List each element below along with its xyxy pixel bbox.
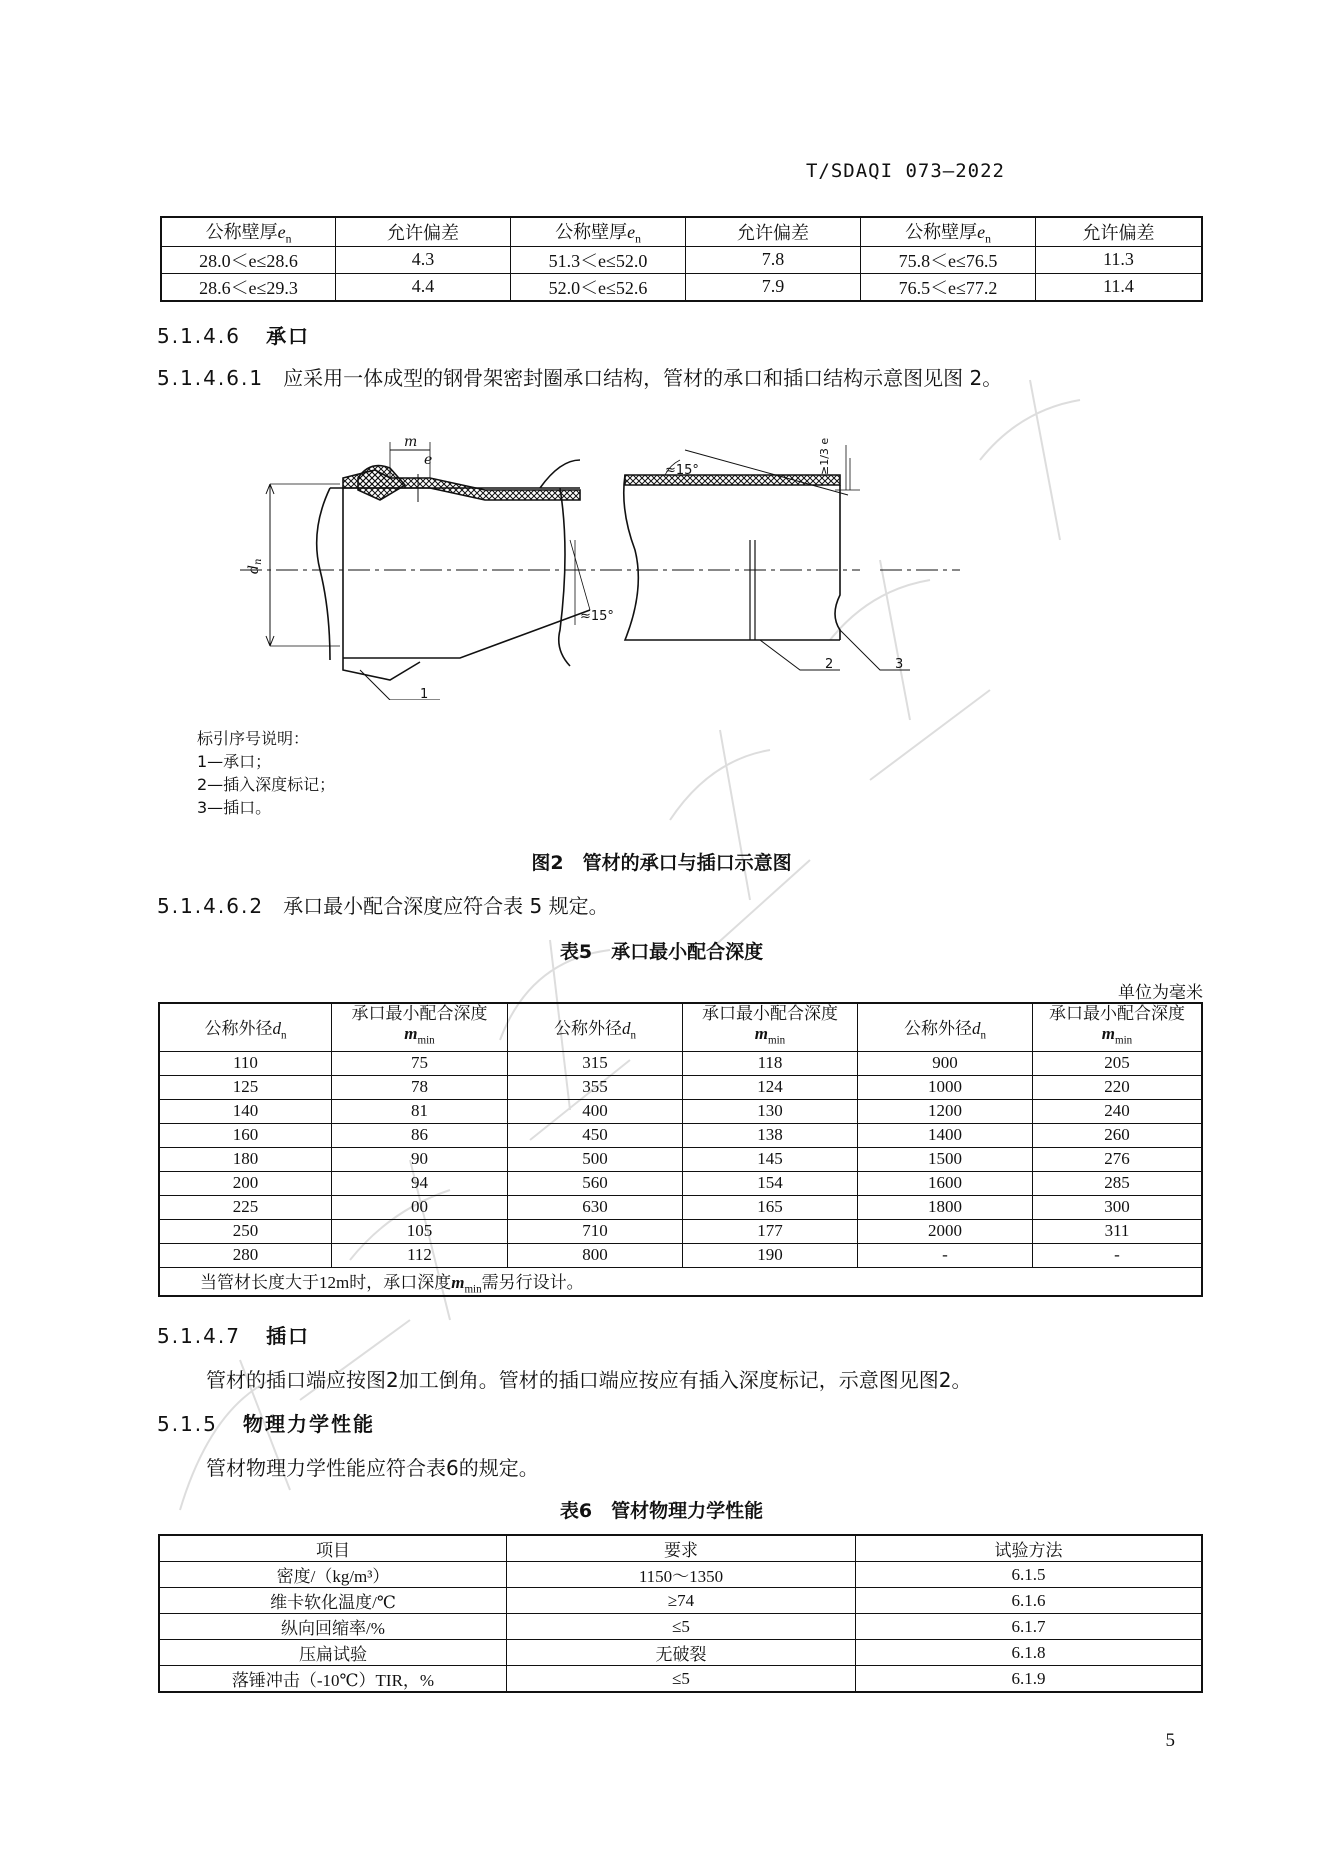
page-number: 5	[1165, 1730, 1175, 1751]
label-dn: $d_n$	[246, 558, 264, 574]
table-cell: 105	[332, 1219, 508, 1243]
table-cell: 500	[508, 1147, 683, 1171]
table-header-cell: 承口最小配合深度 $m_{min}$	[683, 1003, 858, 1051]
table-cell: 311	[1033, 1219, 1203, 1243]
table-cell: 纵向回缩率/%	[159, 1614, 507, 1640]
table-cell: 225	[159, 1195, 332, 1219]
table-cell: 450	[508, 1123, 683, 1147]
table-cell: 6.1.5	[856, 1562, 1203, 1588]
label-angle-spigot: ≈15°	[665, 463, 699, 478]
table-header-cell: 公称壁厚$e_n$	[861, 217, 1036, 246]
table-cell: 78	[332, 1075, 508, 1099]
table-header-cell: 允许偏差	[336, 217, 511, 246]
table-row	[159, 1666, 1202, 1693]
table-cell: 1600	[858, 1171, 1033, 1195]
legend-item: 3—插口。	[197, 798, 272, 817]
table-cell: 28.6＜e≤29.3	[161, 273, 336, 301]
unit-note: 单位为毫米	[1118, 983, 1203, 1003]
section-heading-515: 5.1.5 物理力学性能	[157, 1412, 375, 1436]
table-cell: 400	[508, 1099, 683, 1123]
table-cell: 7.9	[686, 273, 861, 301]
table-cell: 140	[159, 1099, 332, 1123]
table-cell: 630	[508, 1195, 683, 1219]
table-cell: 75.8＜e≤76.5	[861, 246, 1036, 273]
table-cell: 285	[1033, 1171, 1203, 1195]
table-cell: 276	[1033, 1147, 1203, 1171]
figure-caption: 图2 管材的承口与插口示意图	[531, 852, 792, 874]
paragraph-5147: 管材的插口端应按图2加工倒角。管材的插口端应按应有插入深度标记，示意图见图2。	[206, 1368, 972, 1392]
table-header-cell: 公称壁厚$e_n$	[161, 217, 336, 246]
table-row	[159, 1588, 1202, 1614]
table-cell: 250	[159, 1219, 332, 1243]
table-header-cell: 承口最小配合深度 $m_{min}$	[332, 1003, 508, 1051]
table-row	[159, 1147, 1202, 1171]
table-cell: 6.1.7	[856, 1614, 1203, 1640]
standard-code: T/SDAQI 073—2022	[805, 160, 1005, 182]
table-cell: 00	[332, 1195, 508, 1219]
table-cell: 280	[159, 1243, 332, 1267]
table-header-cell: 允许偏差	[686, 217, 861, 246]
table-cell: 6.1.8	[856, 1640, 1203, 1666]
table-cell: 145	[683, 1147, 858, 1171]
table-row	[159, 1640, 1202, 1666]
table-row	[159, 1614, 1202, 1640]
table-cell: 1500	[858, 1147, 1033, 1171]
physical-properties-table	[158, 1534, 1203, 1693]
table-cell: 355	[508, 1075, 683, 1099]
table-cell: 110	[159, 1051, 332, 1075]
table-header-cell: 要求	[507, 1535, 856, 1562]
table-cell: 118	[683, 1051, 858, 1075]
table-cell: 1150～1350	[507, 1562, 856, 1588]
table6-caption: 表6 管材物理力学性能	[559, 1500, 764, 1522]
label-m: m	[404, 434, 418, 450]
table-row	[159, 1051, 1202, 1075]
table-cell: 200	[159, 1171, 332, 1195]
table-cell: 260	[1033, 1123, 1203, 1147]
table-note: 当管材长度大于12m时，承口深度$m_{min}$需另行设计。	[159, 1267, 1202, 1296]
section-heading-5146: 5.1.4.6 承口	[157, 324, 311, 348]
table-row	[159, 1243, 1202, 1267]
section-heading-5147: 5.1.4.7 插口	[157, 1324, 311, 1348]
callout-2: 2	[825, 657, 834, 672]
table-cell: 220	[1033, 1075, 1203, 1099]
table-row	[159, 1123, 1202, 1147]
table-header-cell: 允许偏差	[1036, 217, 1203, 246]
table-cell: 81	[332, 1099, 508, 1123]
table-row	[159, 1075, 1202, 1099]
table-header-cell: 公称外径$d_n$	[508, 1003, 683, 1051]
table-cell: 177	[683, 1219, 858, 1243]
table-cell: 落锤冲击（-10℃）TIR，%	[159, 1666, 507, 1693]
legend-item: 1—承口；	[197, 752, 272, 771]
table-cell: -	[1033, 1243, 1203, 1267]
table-cell: ≥74	[507, 1588, 856, 1614]
table-header-cell: 试验方法	[856, 1535, 1203, 1562]
table-header-cell: 公称外径$d_n$	[159, 1003, 332, 1051]
table-cell: 180	[159, 1147, 332, 1171]
table-cell: 52.0＜e≤52.6	[511, 273, 686, 301]
table-cell: 800	[508, 1243, 683, 1267]
table-cell: 900	[858, 1051, 1033, 1075]
table-cell: 1200	[858, 1099, 1033, 1123]
table-cell: 压扁试验	[159, 1640, 507, 1666]
table-cell: 710	[508, 1219, 683, 1243]
table-cell: 11.4	[1036, 273, 1203, 301]
table-cell: 154	[683, 1171, 858, 1195]
table-cell: 76.5＜e≤77.2	[861, 273, 1036, 301]
table-cell: 4.3	[336, 246, 511, 273]
table-cell: 1800	[858, 1195, 1033, 1219]
label-ratio: ≥1/3 e	[818, 437, 831, 475]
table-cell: 190	[683, 1243, 858, 1267]
table-cell: 560	[508, 1171, 683, 1195]
paragraph-515: 管材物理力学性能应符合表6的规定。	[206, 1456, 539, 1480]
table-cell: 75	[332, 1051, 508, 1075]
table-cell: 6.1.9	[856, 1666, 1203, 1693]
legend-title: 标引序号说明：	[197, 729, 310, 748]
table-cell: ≤5	[507, 1666, 856, 1693]
table-row	[159, 1195, 1202, 1219]
socket-depth-table	[158, 1002, 1203, 1297]
table-cell: 7.8	[686, 246, 861, 273]
table-cell: 51.3＜e≤52.0	[511, 246, 686, 273]
table-header-cell: 承口最小配合深度 $m_{min}$	[1033, 1003, 1203, 1051]
table-cell: 138	[683, 1123, 858, 1147]
table-cell: 315	[508, 1051, 683, 1075]
table-row	[159, 1219, 1202, 1243]
table-cell: 6.1.6	[856, 1588, 1203, 1614]
label-e: e	[424, 452, 433, 468]
table-cell: 4.4	[336, 273, 511, 301]
legend-item: 2—插入深度标记；	[197, 775, 336, 794]
table-header-cell: 公称壁厚$e_n$	[511, 217, 686, 246]
table-cell: 90	[332, 1147, 508, 1171]
table-cell: 300	[1033, 1195, 1203, 1219]
table-row	[159, 1099, 1202, 1123]
table-cell: 28.0＜e≤28.6	[161, 246, 336, 273]
table-cell: 1400	[858, 1123, 1033, 1147]
table-cell: 86	[332, 1123, 508, 1147]
table-row	[159, 1562, 1202, 1588]
table-cell: 124	[683, 1075, 858, 1099]
callout-3: 3	[895, 657, 904, 672]
table5-caption: 表5 承口最小配合深度	[559, 941, 764, 963]
table-cell: 94	[332, 1171, 508, 1195]
table-cell: 125	[159, 1075, 332, 1099]
label-angle-socket: ≈15°	[580, 609, 614, 624]
table-cell: 165	[683, 1195, 858, 1219]
table-cell: 240	[1033, 1099, 1203, 1123]
socket-spigot-diagram	[240, 430, 1120, 700]
table-cell: 112	[332, 1243, 508, 1267]
paragraph-51462: 5.1.4.6.2 承口最小配合深度应符合表 5 规定。	[157, 894, 609, 918]
table-cell: 130	[683, 1099, 858, 1123]
table-header-cell: 项目	[159, 1535, 507, 1562]
table-cell: 11.3	[1036, 246, 1203, 273]
table-cell: -	[858, 1243, 1033, 1267]
figure-legend	[197, 727, 335, 819]
table-cell: ≤5	[507, 1614, 856, 1640]
callout-1: 1	[420, 687, 429, 700]
table-cell: 205	[1033, 1051, 1203, 1075]
table-cell: 160	[159, 1123, 332, 1147]
table-cell: 无破裂	[507, 1640, 856, 1666]
tolerance-table	[160, 216, 1203, 302]
table-cell: 2000	[858, 1219, 1033, 1243]
table-cell: 维卡软化温度/℃	[159, 1588, 507, 1614]
table-row	[159, 1171, 1202, 1195]
paragraph-51461: 5.1.4.6.1 应采用一体成型的钢骨架密封圈承口结构，管材的承口和插口结构示意图见图 2。	[157, 366, 1003, 390]
table-cell: 密度/（kg/m³）	[159, 1562, 507, 1588]
table-cell: 1000	[858, 1075, 1033, 1099]
table-header-cell: 公称外径$d_n$	[858, 1003, 1033, 1051]
